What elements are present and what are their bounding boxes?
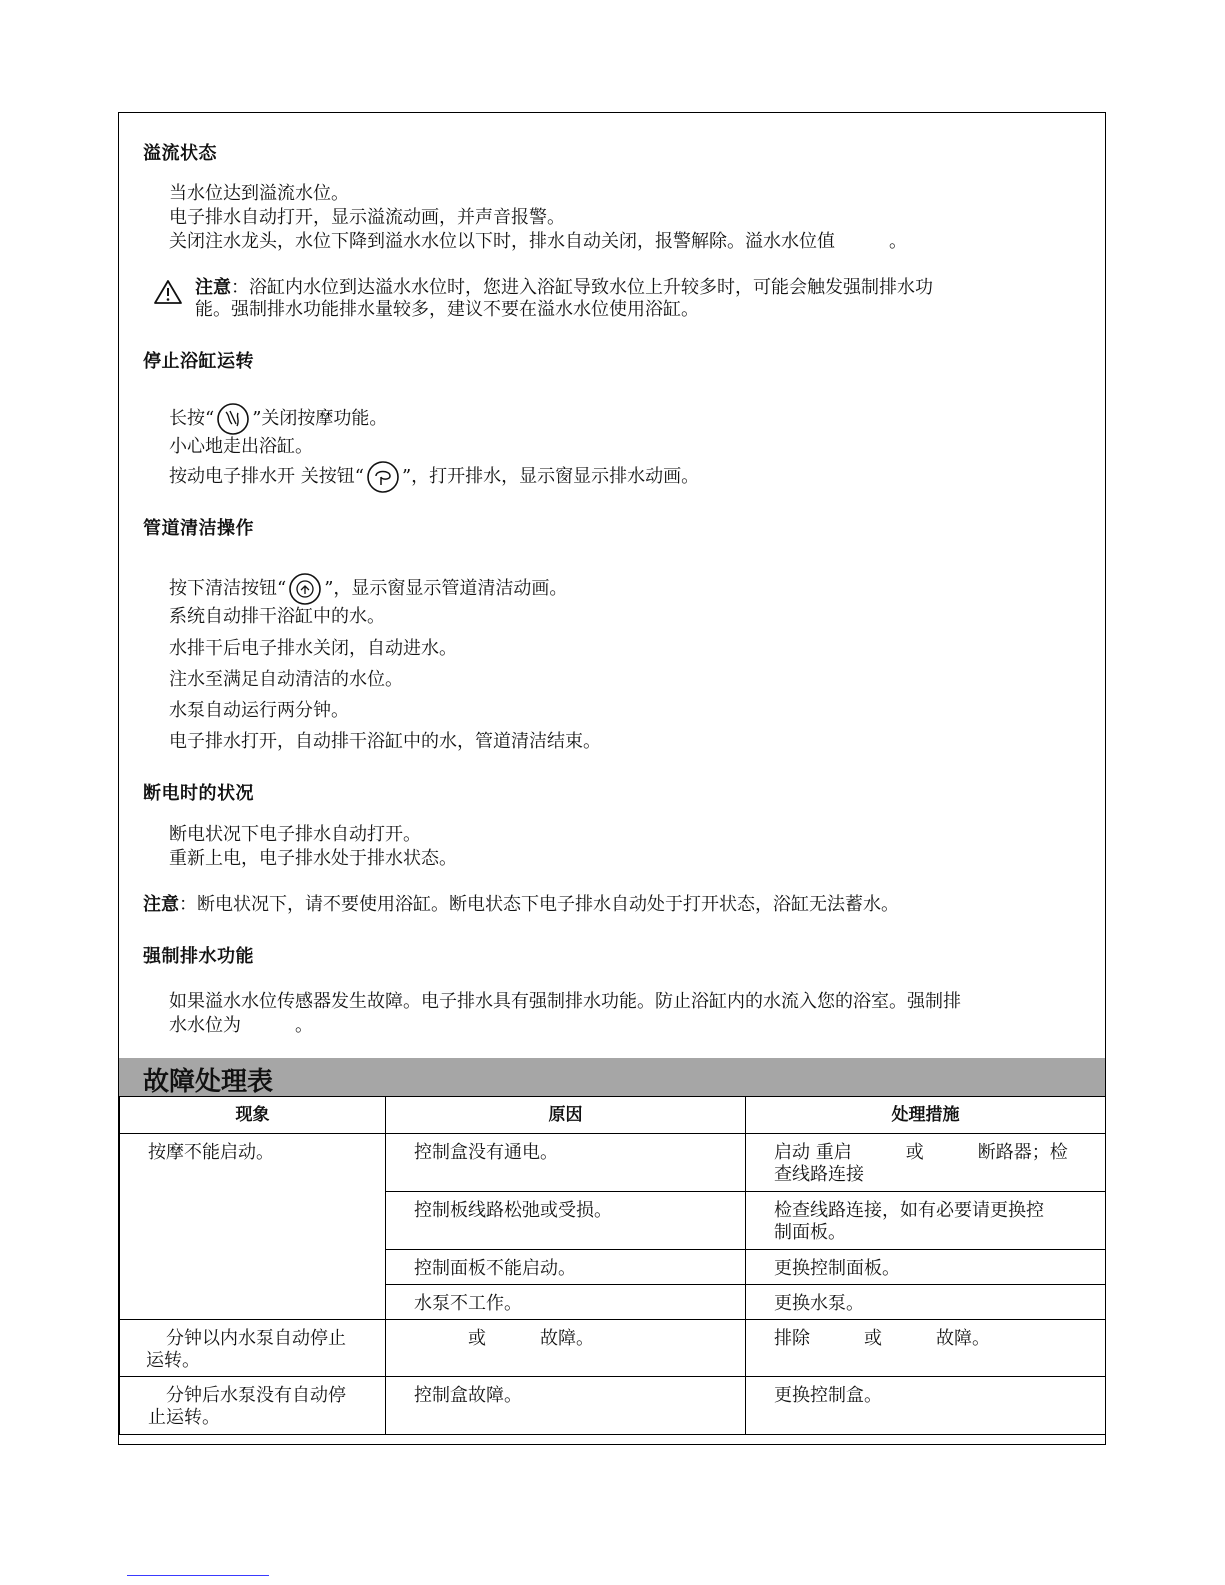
power-off-line-1: 断电状况下电子排水自动打开。	[169, 824, 421, 845]
stop-line-1-post: ”关闭按摩功能。	[252, 408, 388, 429]
table-header-row	[120, 1097, 1106, 1134]
cause-cell: 控制板线路松弛或受损。	[386, 1192, 746, 1250]
overflow-line-2: 电子排水自动打开，显示溢流动画，并声音报警。	[169, 207, 565, 228]
massage-button-icon	[216, 402, 250, 436]
fix-line: 制面板。	[774, 1222, 846, 1243]
power-off-note	[143, 894, 899, 916]
pipe-clean-line-6: 电子排水打开，自动排干浴缸中的水，管道清洁结束。	[169, 731, 601, 752]
overflow-note-line-1	[195, 277, 933, 299]
pipe-clean-line-2: 系统自动排干浴缸中的水。	[169, 606, 385, 627]
symptom-line: 分钟以内水泵自动停止	[148, 1328, 346, 1349]
symptom-line: 止运转。	[148, 1407, 220, 1428]
symptom-line: 运转。	[146, 1350, 200, 1371]
fix-cell: 更换控制面板。	[746, 1250, 1106, 1285]
pipe-clean-line-4: 注水至满足自动清洁的水位。	[169, 669, 403, 690]
symptom-cell	[120, 1377, 386, 1435]
overflow-line-3: 关闭注水龙头，水位下降到溢水水位以下时，排水自动关闭，报警解除。溢水水位值 。	[169, 231, 907, 252]
pipe-clean-line-5: 水泵自动运行两分钟。	[169, 700, 349, 721]
fix-line: 启动 重启 或 断路器；检	[774, 1142, 1068, 1163]
footer-link-underline	[127, 1575, 269, 1576]
symptom-line: 分钟后水泵没有自动停	[148, 1385, 346, 1406]
fix-cell	[746, 1134, 1106, 1192]
fix-cell: 排除 或 故障。	[746, 1320, 1106, 1377]
stop-line-3-post: ”，打开排水，显示窗显示排水动画。	[401, 466, 700, 487]
table-row	[120, 1377, 1106, 1435]
fix-cell: 更换水泵。	[746, 1285, 1106, 1320]
overflow-note-line-2: 能。强制排水功能排水量较多，建议不要在溢水水位使用浴缸。	[195, 299, 699, 320]
section-title-stop: 停止浴缸运转	[143, 351, 254, 372]
trouble-table	[119, 1096, 1106, 1435]
cause-cell: 水泵不工作。	[386, 1285, 746, 1320]
fix-cell	[746, 1192, 1106, 1250]
table-row	[120, 1320, 1106, 1377]
pipe-clean-line-3: 水排干后电子排水关闭，自动进水。	[169, 638, 457, 659]
overflow-line-1: 当水位达到溢流水位。	[169, 183, 349, 204]
cause-cell: 控制面板不能启动。	[386, 1250, 746, 1285]
pipe-clean-line-1-post: ”，显示窗显示管道清洁动画。	[324, 578, 568, 599]
forced-drain-line-2: 水水位为 。	[169, 1015, 313, 1036]
power-off-note-text: ：断电状况下，请不要使用浴缸。断电状态下电子排水自动处于打开状态，浴缸无法蓄水。	[179, 894, 899, 915]
header-cause: 原因	[386, 1097, 746, 1134]
stop-line-3-pre: 按动电子排水开 关按钮“	[169, 466, 364, 487]
fix-line: 查线路连接	[774, 1164, 864, 1185]
note-label: 注意	[195, 277, 231, 298]
stop-line-1	[169, 402, 387, 436]
trouble-table-title: 故障处理表	[143, 1067, 274, 1097]
section-title-power-off: 断电时的状况	[143, 783, 254, 804]
forced-drain-line-1: 如果溢水水位传感器发生故障。电子排水具有强制排水功能。防止浴缸内的水流入您的浴室。强制排	[169, 991, 961, 1012]
warning-triangle-icon	[153, 279, 183, 305]
trouble-table-band	[119, 1058, 1105, 1096]
cause-cell: 或 故障。	[386, 1320, 746, 1377]
header-fix: 处理措施	[746, 1097, 1106, 1134]
fix-cell: 更换控制盒。	[746, 1377, 1106, 1435]
drain-button-icon	[366, 460, 400, 494]
table-row	[120, 1134, 1106, 1192]
section-title-overflow: 溢流状态	[143, 143, 217, 164]
power-off-line-2: 重新上电，电子排水处于排水状态。	[169, 848, 457, 869]
pipe-clean-line-1-pre: 按下清洁按钮“	[169, 578, 287, 599]
cause-cell: 控制盒没有通电。	[386, 1134, 746, 1192]
fix-line: 检查线路连接，如有必要请更换控	[774, 1200, 1044, 1221]
symptom-cell	[120, 1320, 386, 1377]
section-title-pipe-clean: 管道清洁操作	[143, 518, 254, 539]
power-off-note-label: 注意	[143, 894, 179, 915]
pipe-clean-button-icon	[288, 572, 322, 606]
pipe-clean-line-1	[169, 572, 567, 606]
header-symptom: 现象	[120, 1097, 386, 1134]
symptom-cell: 按摩不能启动。	[120, 1134, 386, 1320]
overflow-note-text-1: ：浴缸内水位到达溢水水位时，您进入浴缸导致水位上升较多时，可能会触发强制排水功	[231, 277, 933, 298]
section-title-forced-drain: 强制排水功能	[143, 946, 254, 967]
stop-line-1-pre: 长按“	[169, 408, 215, 429]
stop-line-3	[169, 460, 699, 494]
stop-line-2: 小心地走出浴缸。	[169, 436, 313, 457]
cause-cell: 控制盒故障。	[386, 1377, 746, 1435]
